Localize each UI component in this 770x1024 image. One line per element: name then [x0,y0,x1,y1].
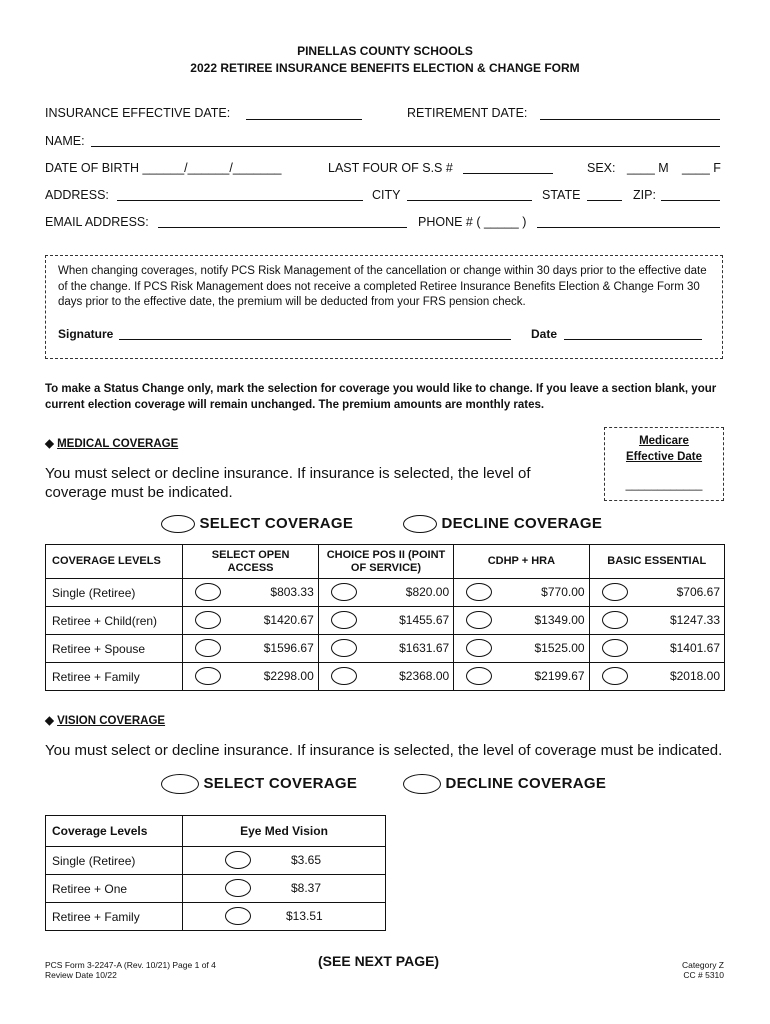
price-option[interactable] [183,847,385,874]
state-label: STATE [542,188,581,202]
price-option[interactable] [590,663,724,690]
coverage-level: Retiree + One [46,875,183,903]
vision-heading-text: VISION COVERAGE [57,715,166,727]
medicare-date-blank[interactable]: ____________ [625,479,703,491]
price-option[interactable] [319,635,453,662]
city-field[interactable] [407,200,532,201]
insurance-effective-date-field[interactable] [246,119,362,120]
coverage-level: Single (Retiree) [46,579,183,607]
column-header: SELECT OPEN ACCESS [183,545,318,579]
radio-oval-icon[interactable] [331,583,357,601]
review-date: Review Date 10/22 [45,970,117,980]
radio-oval-icon[interactable] [602,583,628,601]
radio-oval-icon[interactable] [466,583,492,601]
vision-select-coverage-option[interactable] [161,774,357,794]
table-row [46,635,725,663]
price-option[interactable] [183,903,385,930]
table-row [46,903,386,931]
radio-oval-icon[interactable] [225,851,251,869]
signature-date-field[interactable] [564,339,702,340]
coverage-level: Retiree + Family [46,663,183,691]
phone-label: PHONE # ( _____ ) [418,215,527,229]
table-row [46,607,725,635]
price: $2018.00 [669,669,720,683]
coverage-level: Retiree + Spouse [46,635,183,663]
medical-select-coverage-option[interactable] [161,515,353,533]
radio-oval-icon[interactable] [161,774,199,794]
ssn-label: LAST FOUR OF S.S # [328,161,453,175]
radio-oval-icon[interactable] [195,583,221,601]
radio-oval-icon[interactable] [602,667,628,685]
column-header: Eye Med Vision [183,816,386,847]
category: Category Z [681,960,724,970]
ssn-field[interactable] [463,173,553,174]
price: $2298.00 [263,669,314,683]
table-header-row [46,545,725,579]
phone-field[interactable] [537,227,720,228]
price: $1525.00 [534,641,585,655]
sex-f-option[interactable]: ____ F [682,161,721,175]
price: $2199.67 [534,669,585,683]
table-row [46,847,386,875]
radio-oval-icon[interactable] [195,639,221,657]
price: $1247.33 [669,613,720,627]
form-title: 2022 RETIREE INSURANCE BENEFITS ELECTION & CHANGE FORM [190,61,580,75]
medical-instruction: You must select or decline insurance. If insurance is selected, the level of coverage must be indicated. [45,465,531,501]
diamond-bullet-icon: ◆ [45,715,54,727]
signature-date-label: Date [531,327,558,341]
retirement-date-field[interactable] [540,119,720,120]
price-option[interactable] [319,607,453,634]
signature-label: Signature [58,327,114,341]
price-option[interactable] [183,635,317,662]
radio-oval-icon[interactable] [403,774,441,794]
table-row [46,875,386,903]
price-option[interactable] [590,607,724,634]
radio-oval-icon[interactable] [331,611,357,629]
price: $770.00 [541,585,585,599]
column-header: CHOICE POS II (POINT OF SERVICE) [318,545,453,579]
city-label: CITY [372,188,401,202]
price-option[interactable] [454,635,588,662]
dob-field[interactable]: DATE OF BIRTH ______/______/_______ [45,161,282,175]
price: $8.37 [291,881,322,895]
form-org: PINELLAS COUNTY SCHOOLS [297,44,473,58]
price: $13.51 [286,909,323,923]
radio-oval-icon[interactable] [466,639,492,657]
status-change-note: To make a Status Change only, mark the selection for coverage you would like to change. If you leave a section blank, your current election coverage will remain unchanged. The premium amounts are monthly rates. [45,383,717,411]
notice-text: When changing coverages, notify PCS Risk Management of the cancellation or change within 30 days prior to the effective date of the change. If PCS Risk Management does not receive a completed Retiree Insurance Benefits Election & Change Form 30 days prior to the effective date, the premium will be deducted from your FRS pension check. [58,265,707,308]
radio-oval-icon[interactable] [225,907,251,925]
column-header: Coverage Levels [46,816,183,847]
price: $1596.67 [263,641,314,655]
column-header: BASIC ESSENTIAL [589,545,724,579]
table-row [46,579,725,607]
medical-heading-text: MEDICAL COVERAGE [57,438,179,450]
sex-label: SEX: [587,161,616,175]
vision-select-label: SELECT COVERAGE [203,774,358,792]
price-option[interactable] [454,607,588,634]
price-option[interactable] [183,875,385,902]
insurance-effective-date-label: INSURANCE EFFECTIVE DATE: [45,106,231,120]
medical-coverage-table [45,544,725,691]
price: $1631.67 [399,641,450,655]
price-option[interactable] [183,579,317,606]
price: $2368.00 [399,669,450,683]
zip-label: ZIP: [633,188,656,202]
sex-m-option[interactable]: ____ M [627,161,669,175]
retirement-date-label: RETIREMENT DATE: [407,106,528,120]
cc-number: CC # 5310 [683,970,724,980]
price: $820.00 [405,585,450,599]
medical-decline-coverage-option[interactable] [403,515,602,533]
see-next-page: (SEE NEXT PAGE) [318,953,440,969]
price-option[interactable] [183,607,317,634]
vision-instruction: You must select or decline insurance. If insurance is selected, the level of coverage must be indicated. [45,742,723,759]
signature-field[interactable] [119,339,511,340]
radio-oval-icon[interactable] [195,611,221,629]
price-option[interactable] [590,579,724,606]
price-option[interactable] [319,663,453,690]
coverage-level: Retiree + Family [46,903,183,931]
price-option[interactable] [319,579,453,606]
price-option[interactable] [454,663,588,690]
radio-oval-icon[interactable] [602,611,628,629]
radio-oval-icon[interactable] [161,515,195,533]
zip-field[interactable] [661,200,720,201]
diamond-bullet-icon: ◆ [45,438,54,450]
radio-oval-icon[interactable] [225,879,251,897]
medicare-effective-date-box[interactable] [604,427,724,501]
column-header: COVERAGE LEVELS [46,545,183,579]
form-id: PCS Form 3-2247-A (Rev. 10/21) Page 1 of 4 [45,960,216,970]
price-option[interactable] [454,579,588,606]
radio-oval-icon[interactable] [466,667,492,685]
coverage-level: Single (Retiree) [46,847,183,875]
radio-oval-icon[interactable] [195,667,221,685]
radio-oval-icon[interactable] [331,667,357,685]
radio-oval-icon[interactable] [331,639,357,657]
table-header-row [46,816,386,847]
price: $706.67 [676,585,720,599]
price: $1349.00 [534,613,585,627]
medicare-label-line2: Effective Date [625,451,703,463]
column-header: CDHP + HRA [454,545,589,579]
vision-decline-coverage-option[interactable] [403,774,606,794]
medicare-label-line1: Medicare [639,435,689,447]
radio-oval-icon[interactable] [602,639,628,657]
address-label: ADDRESS: [45,188,109,202]
price: $803.33 [270,585,314,599]
medical-select-label: SELECT COVERAGE [199,515,354,532]
state-field[interactable] [587,200,622,201]
radio-oval-icon[interactable] [403,515,437,533]
email-field[interactable] [158,227,407,228]
medical-heading [45,436,178,450]
price-option[interactable] [183,663,317,690]
email-label: EMAIL ADDRESS: [45,215,149,229]
medical-decline-label: DECLINE COVERAGE [441,515,603,532]
radio-oval-icon[interactable] [466,611,492,629]
vision-heading [45,713,165,727]
table-row [46,663,725,691]
price: $1455.67 [399,613,450,627]
price-option[interactable] [590,635,724,662]
price: $1420.67 [263,613,314,627]
price: $3.65 [291,853,322,867]
coverage-level: Retiree + Child(ren) [46,607,183,635]
vision-coverage-table [45,815,386,931]
address-field[interactable] [117,200,363,201]
name-field[interactable] [91,146,720,147]
price: $1401.67 [669,641,720,655]
vision-decline-label: DECLINE COVERAGE [445,774,607,792]
name-label: NAME: [45,134,85,148]
